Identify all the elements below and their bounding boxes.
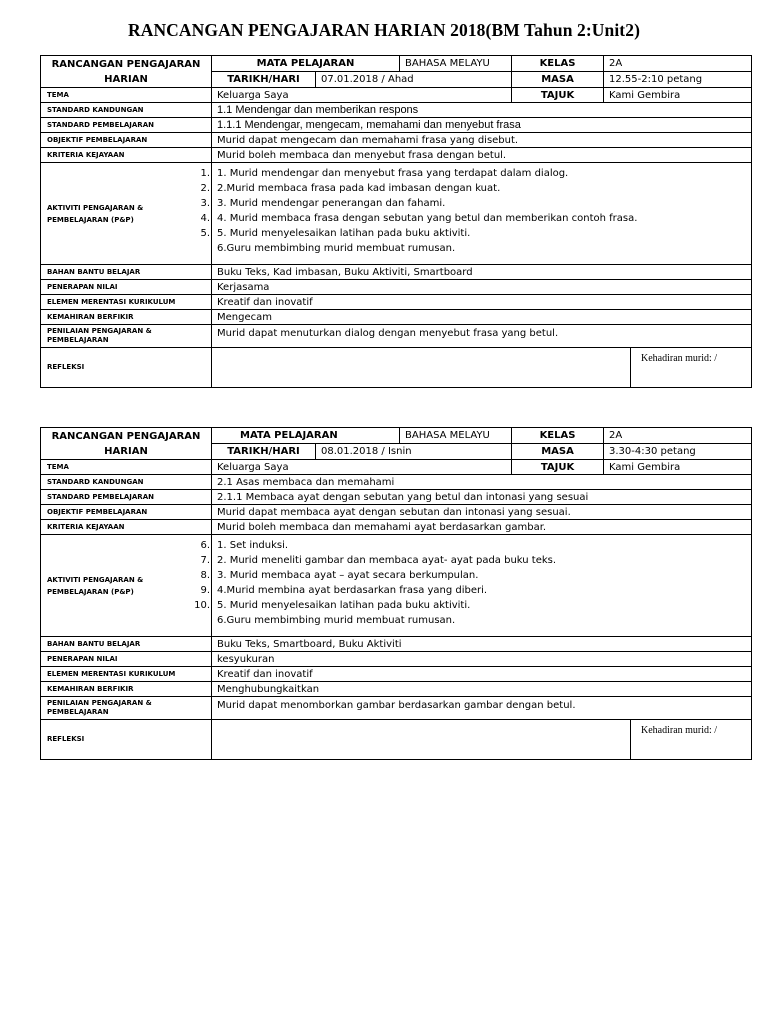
activity-item: 3. Murid mendengar penerangan dan fahami. <box>217 198 446 209</box>
cross-curriculum-value: Kreatif dan inovatif <box>212 295 752 310</box>
time-value: 12.55-2:10 petang <box>604 72 752 88</box>
subject-value: BAHASA MELAYU <box>400 428 512 444</box>
reflection-label: REFLEKSI <box>41 348 212 388</box>
date-day-value: 07.01.2018 / Ahad <box>316 72 512 88</box>
values-value: Kerjasama <box>212 280 752 295</box>
topic-value: Kami Gembira <box>604 460 752 475</box>
materials-label: BAHAN BANTU BELAJAR <box>41 637 212 652</box>
lesson-plan-table-1 <box>40 55 752 388</box>
activities-label-line2: PEMBELAJARAN (P&P) <box>47 587 134 596</box>
activity-item: 2.Murid membaca frasa pada kad imbasan dengan kuat. <box>217 183 501 194</box>
activity-number: 6. <box>200 540 210 551</box>
subject-value: BAHASA MELAYU <box>400 56 512 72</box>
values-label: PENERAPAN NILAI <box>41 280 212 295</box>
activities-label <box>41 535 212 637</box>
activity-numbers <box>188 166 210 241</box>
assessment-label-line1: PENILAIAN PENGAJARAN & <box>47 699 152 707</box>
activity-item: 5. Murid menyelesaikan latihan pada buku aktiviti. <box>217 600 471 611</box>
activities-label <box>41 163 212 265</box>
time-label: MASA <box>512 72 604 88</box>
activity-numbers <box>188 538 210 613</box>
activity-item: 2. Murid meneliti gambar dan membaca ayat- ayat pada buku teks. <box>217 555 557 566</box>
objective-value: Murid dapat membaca ayat dengan sebutan dan intonasi yang sesuai. <box>212 505 752 520</box>
time-label: MASA <box>512 444 604 460</box>
activity-number: 7. <box>200 555 210 566</box>
activity-number: 8. <box>200 570 210 581</box>
thinking-skills-value: Menghubungkaitkan <box>212 682 752 697</box>
subject-label: MATA PELAJARAN <box>212 428 400 444</box>
activity-item: 6.Guru membimbing murid membuat rumusan. <box>217 243 456 254</box>
theme-label: TEMA <box>41 88 212 103</box>
theme-value: Keluarga Saya <box>212 460 512 475</box>
activity-number: 3. <box>200 198 210 209</box>
date-day-value: 08.01.2018 / Isnin <box>316 444 512 460</box>
assessment-value: Murid dapat menomborkan gambar berdasarkan gambar dengan betul. <box>212 697 752 720</box>
success-criteria-label: KRITERIA KEJAYAAN <box>41 148 212 163</box>
content-standard-value: 2.1 Asas membaca dan memahami <box>212 475 752 490</box>
theme-value: Keluarga Saya <box>212 88 512 103</box>
activity-lines <box>212 163 751 256</box>
success-criteria-value: Murid boleh membaca dan menyebut frasa dengan betul. <box>212 148 752 163</box>
rph-title-line2: HARIAN <box>104 73 148 85</box>
content-standard-label: STANDARD KANDUNGAN <box>41 475 212 490</box>
activities-label-line1: AKTIVITI PENGAJARAN & <box>47 203 144 212</box>
activity-number: 10. <box>194 600 210 611</box>
reflection-value <box>212 348 752 388</box>
activities-label-line2: PEMBELAJARAN (P&P) <box>47 215 134 224</box>
assessment-label <box>41 325 212 348</box>
topic-label: TAJUK <box>512 88 604 103</box>
reflection-value <box>212 720 752 760</box>
attendance-box: Kehadiran murid: / <box>630 348 751 388</box>
learning-standard-value: 2.1.1 Membaca ayat dengan sebutan yang betul dan intonasi yang sesuai <box>212 490 752 505</box>
objective-label: OBJEKTIF PEMBELAJARAN <box>41 505 212 520</box>
reflection-label: REFLEKSI <box>41 720 212 760</box>
learning-standard-label: STANDARD PEMBELAJARAN <box>41 490 212 505</box>
activity-lines <box>212 535 751 628</box>
activity-number: 5. <box>200 228 210 239</box>
rph-title-line2: HARIAN <box>104 445 148 457</box>
class-value: 2A <box>604 428 752 444</box>
assessment-label <box>41 697 212 720</box>
thinking-skills-label: KEMAHIRAN BERFIKIR <box>41 682 212 697</box>
objective-value: Murid dapat mengecam dan memahami frasa yang disebut. <box>212 133 752 148</box>
rph-title-line1: RANCANGAN PENGAJARAN <box>51 430 201 442</box>
materials-value: Buku Teks, Smartboard, Buku Aktiviti <box>212 637 752 652</box>
assessment-label-line2: PEMBELAJARAN <box>47 708 109 716</box>
activities-label-line1: AKTIVITI PENGAJARAN & <box>47 575 144 584</box>
content-standard-value: 1.1 Mendengar dan memberikan respons <box>212 103 752 118</box>
activity-number: 2. <box>200 183 210 194</box>
assessment-label-line2: PEMBELAJARAN <box>47 336 109 344</box>
attendance-box: Kehadiran murid: / <box>630 720 751 760</box>
thinking-skills-value: Mengecam <box>212 310 752 325</box>
learning-standard-value: 1.1.1 Mendengar, mengecam, memahami dan menyebut frasa <box>212 118 752 133</box>
activities-value <box>194 535 752 637</box>
class-label: KELAS <box>512 56 604 72</box>
activity-item: 1. Murid mendengar dan menyebut frasa yang terdapat dalam dialog. <box>217 168 569 179</box>
document-title: RANCANGAN PENGAJARAN HARIAN 2018(BM Tahun 2:Unit2) <box>127 20 641 40</box>
learning-standard-label: STANDARD PEMBELAJARAN <box>41 118 212 133</box>
objective-label: OBJEKTIF PEMBELAJARAN <box>41 133 212 148</box>
class-label: KELAS <box>512 428 604 444</box>
rph-title-cell <box>41 428 212 460</box>
materials-label: BAHAN BANTU BELAJAR <box>41 265 212 280</box>
cross-curriculum-value: Kreatif dan inovatif <box>212 667 752 682</box>
success-criteria-label: KRITERIA KEJAYAAN <box>41 520 212 535</box>
thinking-skills-label: KEMAHIRAN BERFIKIR <box>41 310 212 325</box>
activities-value <box>200 163 752 265</box>
cross-curriculum-label: ELEMEN MERENTASI KURIKULUM <box>41 667 212 682</box>
topic-value: Kami Gembira <box>604 88 752 103</box>
activity-item: 4.Murid membina ayat berdasarkan frasa yang diberi. <box>217 585 488 596</box>
topic-label: TAJUK <box>512 460 604 475</box>
cross-curriculum-label: ELEMEN MERENTASI KURIKULUM <box>41 295 212 310</box>
activity-item: 3. Murid membaca ayat – ayat secara berkumpulan. <box>217 570 479 581</box>
subject-label: MATA PELAJARAN <box>212 56 400 72</box>
rph-title-cell <box>41 56 212 88</box>
theme-label: TEMA <box>41 460 212 475</box>
activity-number: 4. <box>200 213 210 224</box>
lesson-plan-table-2 <box>40 427 752 760</box>
values-label: PENERAPAN NILAI <box>41 652 212 667</box>
date-day-label: TARIKH/HARI <box>212 444 316 460</box>
assessment-value: Murid dapat menuturkan dialog dengan menyebut frasa yang betul. <box>212 325 752 348</box>
activity-number: 1. <box>200 168 210 179</box>
activity-item: 4. Murid membaca frasa dengan sebutan yang betul dan memberikan contoh frasa. <box>217 213 638 224</box>
time-value: 3.30-4:30 petang <box>604 444 752 460</box>
date-day-label: TARIKH/HARI <box>212 72 316 88</box>
content-standard-label: STANDARD KANDUNGAN <box>41 103 212 118</box>
success-criteria-value: Murid boleh membaca dan memahami ayat berdasarkan gambar. <box>212 520 752 535</box>
class-value: 2A <box>604 56 752 72</box>
values-value: kesyukuran <box>212 652 752 667</box>
activity-item: 5. Murid menyelesaikan latihan pada buku aktiviti. <box>217 228 471 239</box>
materials-value: Buku Teks, Kad imbasan, Buku Aktiviti, Smartboard <box>212 265 752 280</box>
activity-item: 1. Set induksi. <box>217 540 289 551</box>
activity-number: 9. <box>200 585 210 596</box>
rph-title-line1: RANCANGAN PENGAJARAN <box>51 58 201 70</box>
activity-item: 6.Guru membimbing murid membuat rumusan. <box>217 615 456 626</box>
assessment-label-line1: PENILAIAN PENGAJARAN & <box>47 327 152 335</box>
